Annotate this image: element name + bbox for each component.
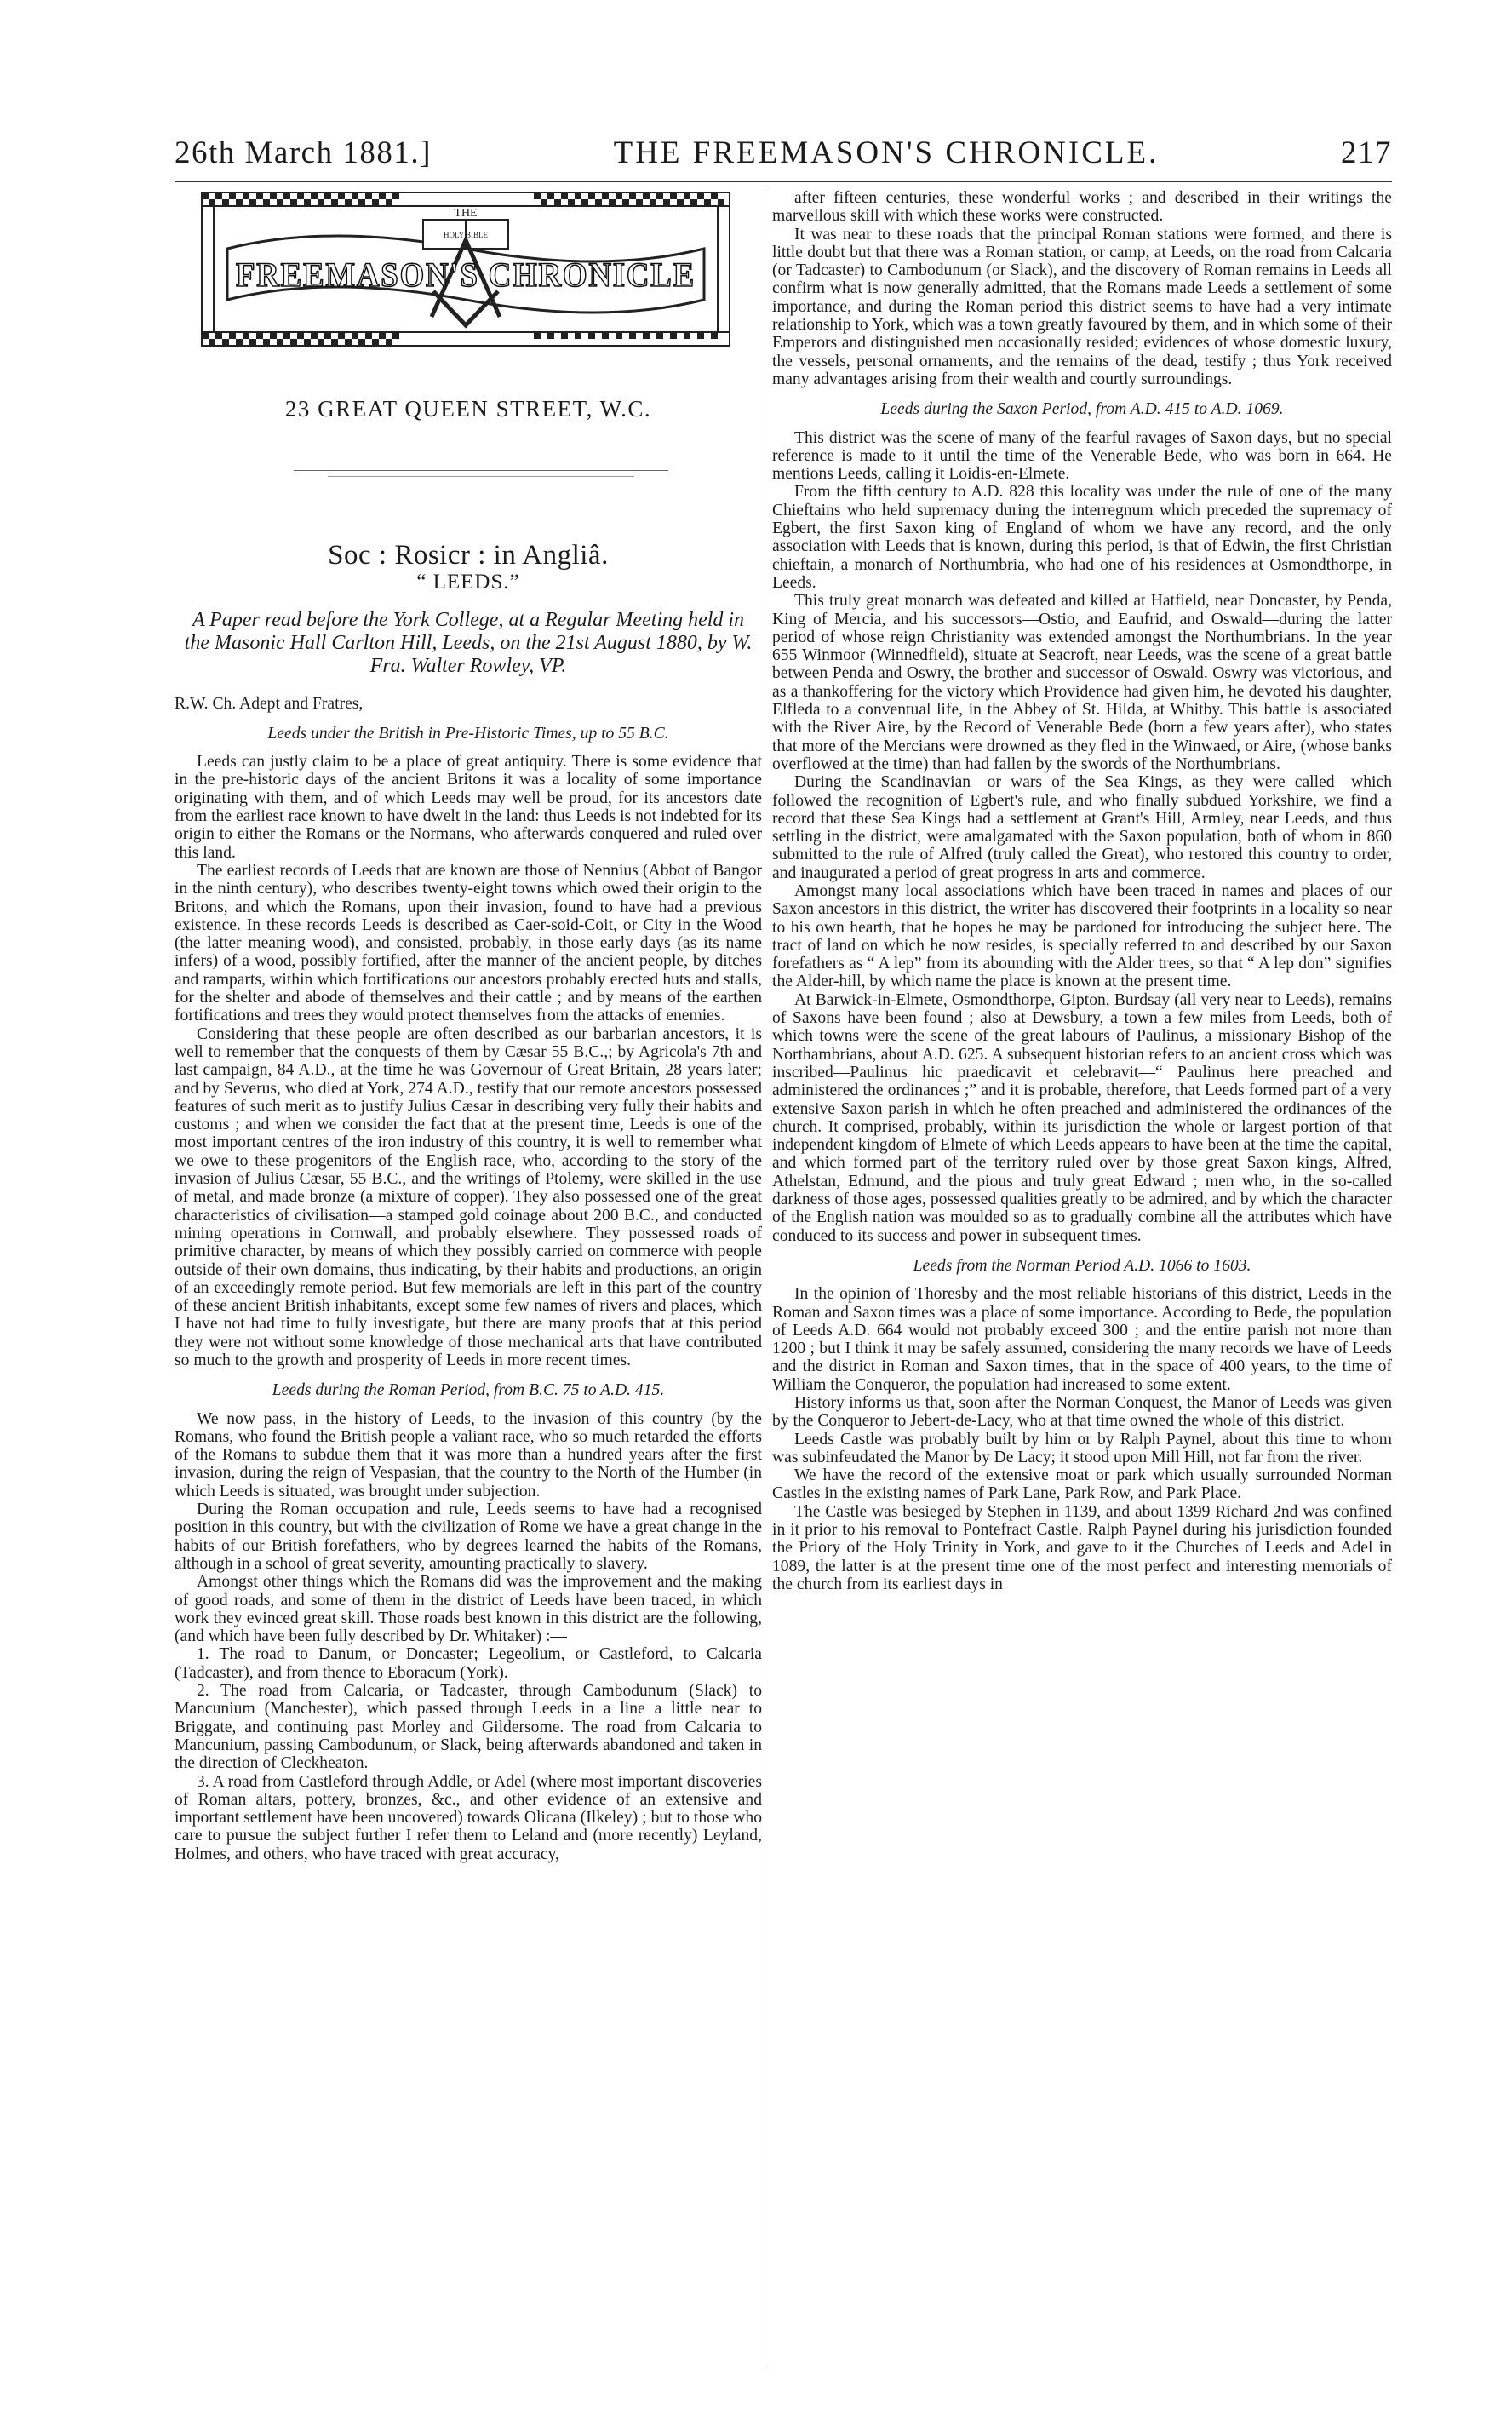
paragraph: Leeds can justly claim to be a place of great antiquity. There is some evidence that in the pre-historic days of the ancient Britons it was a locality of some importance originating with them, and of which Leeds may well be proud, for its ancestors date from the earliest race known to have dwelt in the land: thus Leeds is not indebted for its origin to either the Romans or the Normans, who afterwards conquered and ruled over this land. (175, 753, 762, 862)
running-header (175, 135, 1392, 175)
checkered-border-bottom (202, 332, 730, 346)
salutation: R.W. Ch. Adept and Fratres, (175, 694, 364, 713)
paragraph: 3. A road from Castleford through Addle, or Adel (where most important discoveries of Roman altars, pottery, bronzes, &c., and other evidence of an extensive and important settlement have been uncovered) towards Olicana (Ilkeley) ; but to those who care to pursue the subject further I refer them to Leland and (more recently) Leyland, Holmes, and others, who have traced with great accuracy, (175, 1772, 762, 1863)
paragraph: The Castle was besieged by Stephen in 1139, and about 1399 Richard 2nd was confined in it prior to his removal to Pontefract Castle. Ralph Paynel during his jurisdiction founded the Priory of the Holy Trinity in York, and gave to it the Churches of Leeds and Adel in 1089, the latter is at the present time one of the most perfect and interesting memorials of the church from its earliest days in (772, 1502, 1392, 1593)
paragraph: after fifteen centuries, these wonderful works ; and described in their writings the marvellous skill with which these works were constructed. (772, 189, 1392, 226)
paragraph: We now pass, in the history of Leeds, to the invasion of this country (by the Romans, who found the British people a valiant race, who so much retarded the efforts of the Romans to subdue them that it was more than a hundred years after the first invasion, during the reign of Vespasian, that the country to the North of the Humber (in which Leeds is situated, was brought under subjection. (175, 1409, 762, 1501)
article-intro: A Paper read before the York College, at a Regular Meeting held in the Masonic Hall Carlton Hill, Leeds, on the 21st August 1880, by W. Fra. Walter Rowley, VP. (184, 608, 753, 677)
paragraph: This district was the scene of many of the fearful ravages of Saxon days, but no special reference is made to it until the time of the Venerable Bede, who was born in 664. He mentions Leeds, calling it Loidis-en-Elmete. (772, 428, 1392, 484)
paragraph: We have the record of the extensive moat or park which usually surrounded Norman Castles in the existing names of Park Lane, Park Row, and Park Place. (772, 1466, 1392, 1503)
paragraph: It was near to these roads that the principal Roman stations were formed, and there is little doubt but that there was a Roman station, or camp, at Leeds, on the road from Calcaria (or Tadcaster) to Cambodunum (or Slack), and the discovery of Roman remains in Leeds all confirm what is now generally admitted, that the Romans made Leeds a settlement of some importance, and during the Roman period this district seems to have had a very intimate relationship to York, which was a town greatly favoured by them, and in which some of their Emperors and distinguished men occasionally resided; evidences of whose domestic luxury, the vessels, personal ornaments, and the remains of the dead, testify ; thus York received many advantages arising from their wealth and courtly surroundings. (772, 225, 1392, 388)
paragraph: The earliest records of Leeds that are known are those of Nennius (Abbot of Bangor in the ninth century), who describes twenty-eight towns which owed their origin to the Britons, and which the Romans, upon their invasion, found to have had a previous existence. In these records Leeds is described as Caer-soid-Coit, or City in the Wood (the latter meaning wood), and consisted, probably, in those early days (as its name infers) of a wood, possibly fortified, after the manner of the ancient people, by ditches and ramparts, within which fortifications our ancestors probably erected huts and stalls, for the shelter and abode of themselves and their cattle ; and by means of the earthen fortifications and trees they would protect themselves from the attacks of enemies. (175, 861, 762, 1025)
section-heading-prehistoric: Leeds under the British in Pre-Historic Times, up to 55 B.C. (267, 724, 669, 743)
article-lodge-title: Soc : Rosicr : in Angliâ. (328, 540, 609, 571)
masthead-rule-secondary (328, 476, 634, 477)
paragraph: History informs us that, soon after the Norman Conquest, the Manor of Leeds was given by the Conqueror to Jebert-de-Lacy, who at that time owned the whole of this district. (772, 1394, 1392, 1431)
masthead-address: 23 GREAT QUEEN STREET, W.C. (284, 396, 652, 422)
section-heading-norman: Leeds from the Norman Period A.D. 1066 to 1603. (913, 1256, 1251, 1275)
masthead (175, 189, 762, 547)
paragraph: Considering that these people are often described as our barbarian ancestors, it is well to remember that the conquests of them by Cæsar 55 B.C.,; by Agricola's 7th and last campaign, 84 A.D., at the time he was Governour of Great Britain, 28 years later; and by Severus, who died at York, 274 A.D., testify that our remote ancestors possessed features of such merit as to justify Julius Cæsar in describing very fully their habits and customs ; and when we consider the fact that at the present time, Leeds is one of the most important centres of the iron industry of this country, it is well to remember what we owe to these progenitors of the English race, who, according to the story of the invasion of Julius Cæsar, 55 B.C., and the writings of Ptolemy, were skilled in the use of metal, and made bronze (a mixture of copper). They also possessed one of the great characteristics of civilisation—a stamped gold coinage about 200 B.C., and conducted mining operations in Cornwall, and probably elsewhere. They possessed roads of primitive character, by means of which they possibly carried on commerce with people outside of their own domains, thus indicating, by their habits and productions, an origin of an exceedingly remote period. But few memorials are left in this part of the country of these ancient British inhabitants, except some few names of rivers and places, which I have not had time to fully investigate, but there are many proofs that at this period they were not without some knowledge of those mechanical arts that have contributed so much to the growth and prosperity of Leeds in more recent times. (175, 1024, 762, 1369)
masthead-rule (294, 470, 668, 471)
paragraph: Amongst other things which the Romans did was the improvement and the making of good roads, and some of them in the district of Leeds have been traced, in which work they evinced great skill. Those roads best known in this district are the following, (and which have been fully described by Dr. Whitaker) :— (175, 1573, 762, 1646)
publication-title: THE FREEMASON'S CHRONICLE. (613, 135, 1160, 170)
paragraph: 1. The road to Danum, or Doncaster; Legeolium, or Castleford, to Calcaria (Tadcaster), and from thence to Eboracum (York). (175, 1645, 762, 1682)
page-number: 217 (1341, 135, 1392, 170)
paragraph: In the opinion of Thoresby and the most reliable historians of this district, Leeds in the Roman and Saxon times was a place of some importance. According to Bede, the population of Leeds A.D. 664 would not probably exceed 300 ; and the entire parish not more than 1200 ; but I think it may be safely assumed, considering the many records we have of Leeds and the district in Roman and Saxon times, that in the space of 400 years, to the time of William the Conqueror, the population had increased to some extent. (772, 1285, 1392, 1394)
logo-title-text: FREEMASON'S CHRONICLE (236, 255, 696, 294)
header-rule (175, 181, 1392, 182)
paragraph: 2. The road from Calcaria, or Tadcaster, through Cambodunum (Slack) to Mancunium (Manchester), which passed through Leeds in a line a little near to Briggate, and continuing past Morley and Gildersome. The road from Calcaria to Mancunium, passing Cambodunum, or Slack, being afterwards abandoned and taken in the direction of Cleckheaton. (175, 1682, 762, 1773)
logo-bible-text: HOLY BIBLE (443, 231, 489, 239)
section-heading-roman: Leeds during the Roman Period, from B.C. 75 to A.D. 415. (272, 1381, 665, 1400)
paragraph: Leeds Castle was probably built by him or by Ralph Paynel, about this time to whom was subinfeudated the Manor by De Lacy; it stood upon Mill Hill, not far from the river. (772, 1430, 1392, 1466)
logo-the-text: THE (454, 207, 478, 220)
section-heading-saxon: Leeds during the Saxon Period, from A.D. 415 to A.D. 1069. (880, 400, 1284, 419)
paragraph: At Barwick-in-Elmete, Osmondthorpe, Gipton, Burdsay (all very near to Leeds), remains of Saxons have been found ; also at Dewsbury, a town a few miles from Leeds, both of which towns were the scene of the great labours of Paulinus, a missionary Bishop of the Northambrians, about A.D. 625. A subsequent historian refers to an ancient cross which was inscribed—Paulinus hic praedicavit et celebravit—“ Paulinus here preached and administered the ordinances ;” and it is probable, therefore, that Leeds formed part of a very extensive Saxon parish in which he often preached and administered the ordinances of the church. It comprised, probably, within its jurisdiction the whole or largest portion of that independent kingdom of Elmete of which Leeds appears to have been at the time the capital, and which formed part of the territory ruled over by those great Saxon kings, Alfred, Athelstan, Edmund, and the pious and truly great Edward ; men who, in the so-called darkness of those ages, possessed qualities greatly to be admired, and by which the character of the English nation was moulded so as to gradually combine all the attributes which have conduced to its success and power in subsequent times. (772, 990, 1392, 1245)
paragraph: This truly great monarch was defeated and killed at Hatfield, near Doncaster, by Penda, King of Mercia, and his successors—Ostio, and Eaufrid, and Oswald—during the latter period of whose reign Christianity was extended amongst the Northumbrians. In the year 655 Winmoor (Winnedfield), situate at Seacroft, near Leeds, was the scene of a great battle between Penda and Oswry, the brother and successor of Oswald. Oswry was victorious, and as a thankoffering for the victory which Providence had given him, he devoted his daughter, Elfleda to a conventual life, in the Abbey of St. Hilda, at Whitby. This battle is associated with the River Aire, by the Record of Venerable Bede (born a few years after), who states that more of the Mercians were drowned as they fled in the Winwaed, or Aire, (whose banks overflowed at the time) than had fallen by the swords of the Northumbrians. (772, 592, 1392, 773)
issue-date: 26th March 1881.] (175, 135, 432, 170)
masthead-logo (193, 189, 738, 359)
right-column (772, 189, 1392, 1593)
paragraph: From the fifth century to A.D. 828 this locality was under the rule of one of the many Chieftains who held supremacy during the interregnum which preceded the supremacy of Egbert, the first Saxon king of England of whom we have any record, and the only association with Leeds that is known, during this period, is that of Edwin, the first Christian chieftain, a monarch of Northumbria, who had one of his residences at Osmondthorpe, in Leeds. (772, 483, 1392, 592)
article-title: “ LEEDS.” (416, 571, 520, 594)
paragraph: During the Roman occupation and rule, Leeds seems to have had a recognised position in this country, but with the civilization of Rome we have a great change in the habits of our British forefathers, who by degrees learned the habits of the Romans, although in a school of great severity, amounting practically to slavery. (175, 1501, 762, 1573)
paragraph: Amongst many local associations which have been traced in names and places of our Saxon ancestors in this district, the writer has discovered their footprints in a locality so near to his own hearth, that he hopes he may be pardoned for introducing the subject here. The tract of land on which he now resides, is specially referred to and described by our Saxon forefathers as “ A lep” from its abounding with the Alder trees, so that “ A lep don” signifies the Alder-hill, by which name the place is known at the present time. (772, 881, 1392, 991)
left-column (175, 189, 762, 1863)
checkered-border-top (202, 192, 730, 206)
paragraph: During the Scandinavian—or wars of the Sea Kings, as they were called—which followed the recognition of Egbert's rule, and who finally subdued Yorkshire, we find a record that these Sea Kings had a settlement at Grant's Hill, Armley, near Leeds, and thus settling in the district, were amalgamated with the Saxon population, both of whom in 860 submitted to the rule of Alfred (truly called the Great), who restored this country to order, and inaugurated a period of great progress in arts and commerce. (772, 773, 1392, 882)
